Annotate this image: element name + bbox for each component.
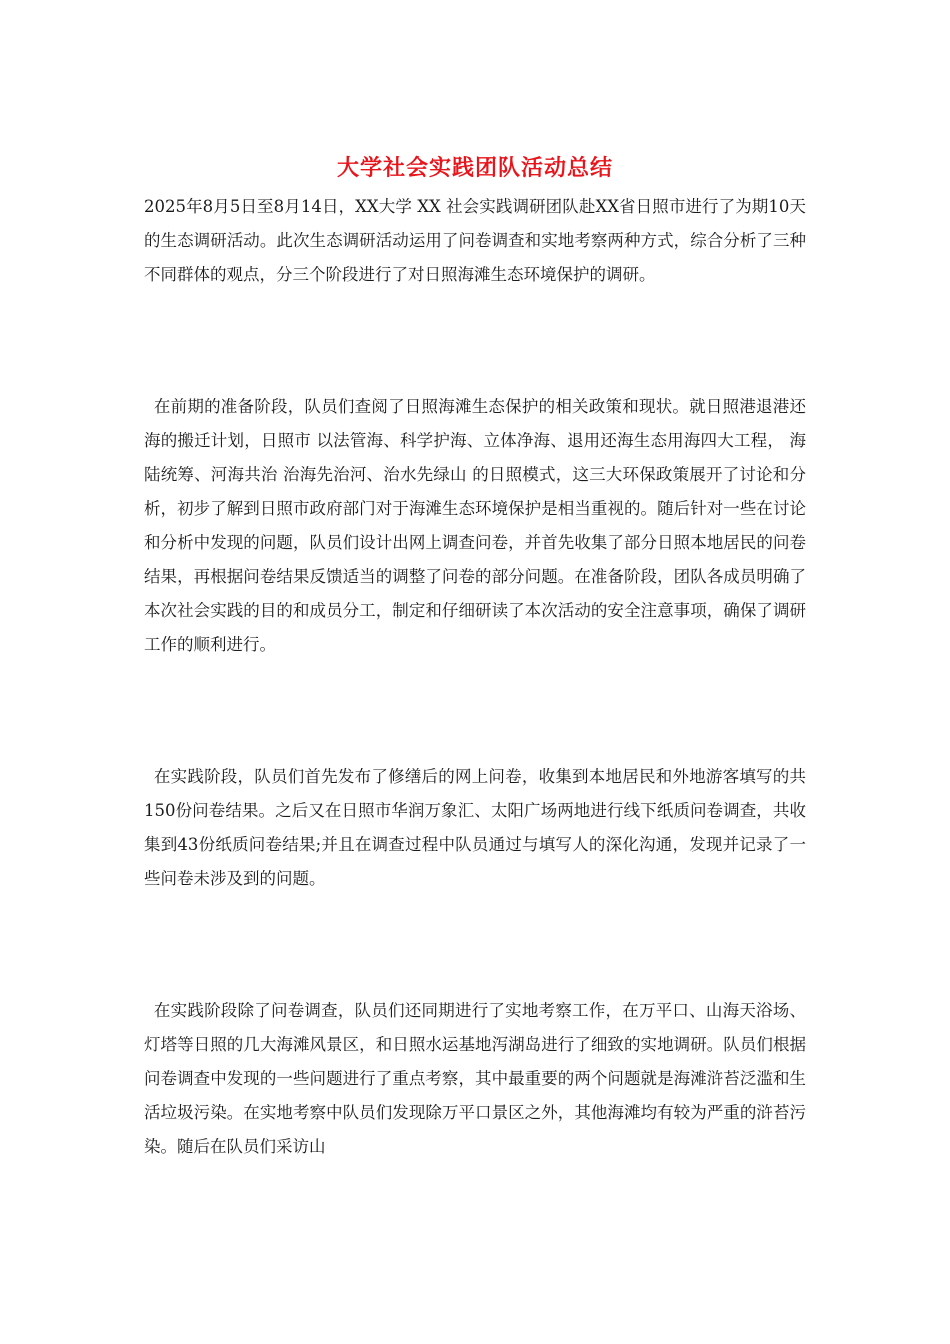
paragraph-practice-survey: 在实践阶段，队员们首先发布了修缮后的网上问卷，收集到本地居民和外地游客填写的共150份问卷结果。之后又在日照市华润万象汇、太阳广场两地进行线下纸质问卷调查，共收集到43份纸质问卷结果;并且在调查过程中队员通过与填写人的深化沟通，发现并记录了一些问卷未涉及到的问题。: [144, 767, 806, 888]
document-page: [144, 150, 806, 1164]
paragraph-preparation: 在前期的准备阶段，队员们查阅了日照海滩生态保护的相关政策和现状。就日照港退港还海的搬迁计划，日照市 以法管海、科学护海、立体净海、退用还海生态用海四大工程， 海陆统筹、河海共治 治海先治河、治水先绿山 的日照模式，这三大环保政策展开了讨论和分析，初步了解到日照市政府部门对于海滩生态环境保护是相当重视的。随后针对一些在讨论和分析中发现的问题，队员们设计出网上调查问卷，并首先收集了部分日照本地居民的问卷结果，再根据问卷结果反馈适当的调整了问卷的部分问题。在准备阶段，团队各成员明确了本次社会实践的目的和成员分工，制定和仔细研读了本次活动的安全注意事项，确保了调研工作的顺利进行。: [144, 397, 806, 654]
paragraph-practice-fieldwork: 在实践阶段除了问卷调查，队员们还同期进行了实地考察工作，在万平口、山海天浴场、灯塔等日照的几大海滩风景区，和日照水运基地泻湖岛进行了细致的实地调研。队员们根据问卷调查中发现的一些问题进行了重点考察，其中最重要的两个问题就是海滩浒苔泛滥和生活垃圾污染。在实地考察中队员们发现除万平口景区之外，其他海滩均有较为严重的浒苔污染。随后在队员们采访山: [144, 1001, 806, 1156]
paragraph-intro: 2025年8月5日至8月14日，XX大学 XX 社会实践调研团队赴XX省日照市进行了为期10天的生态调研活动。此次生态调研活动运用了问卷调查和实地考察两种方式，综合分析了三种不同群体的观点，分三个阶段进行了对日照海滩生态环境保护的调研。: [144, 197, 806, 284]
document-title: 大学社会实践团队活动总结: [336, 155, 613, 181]
